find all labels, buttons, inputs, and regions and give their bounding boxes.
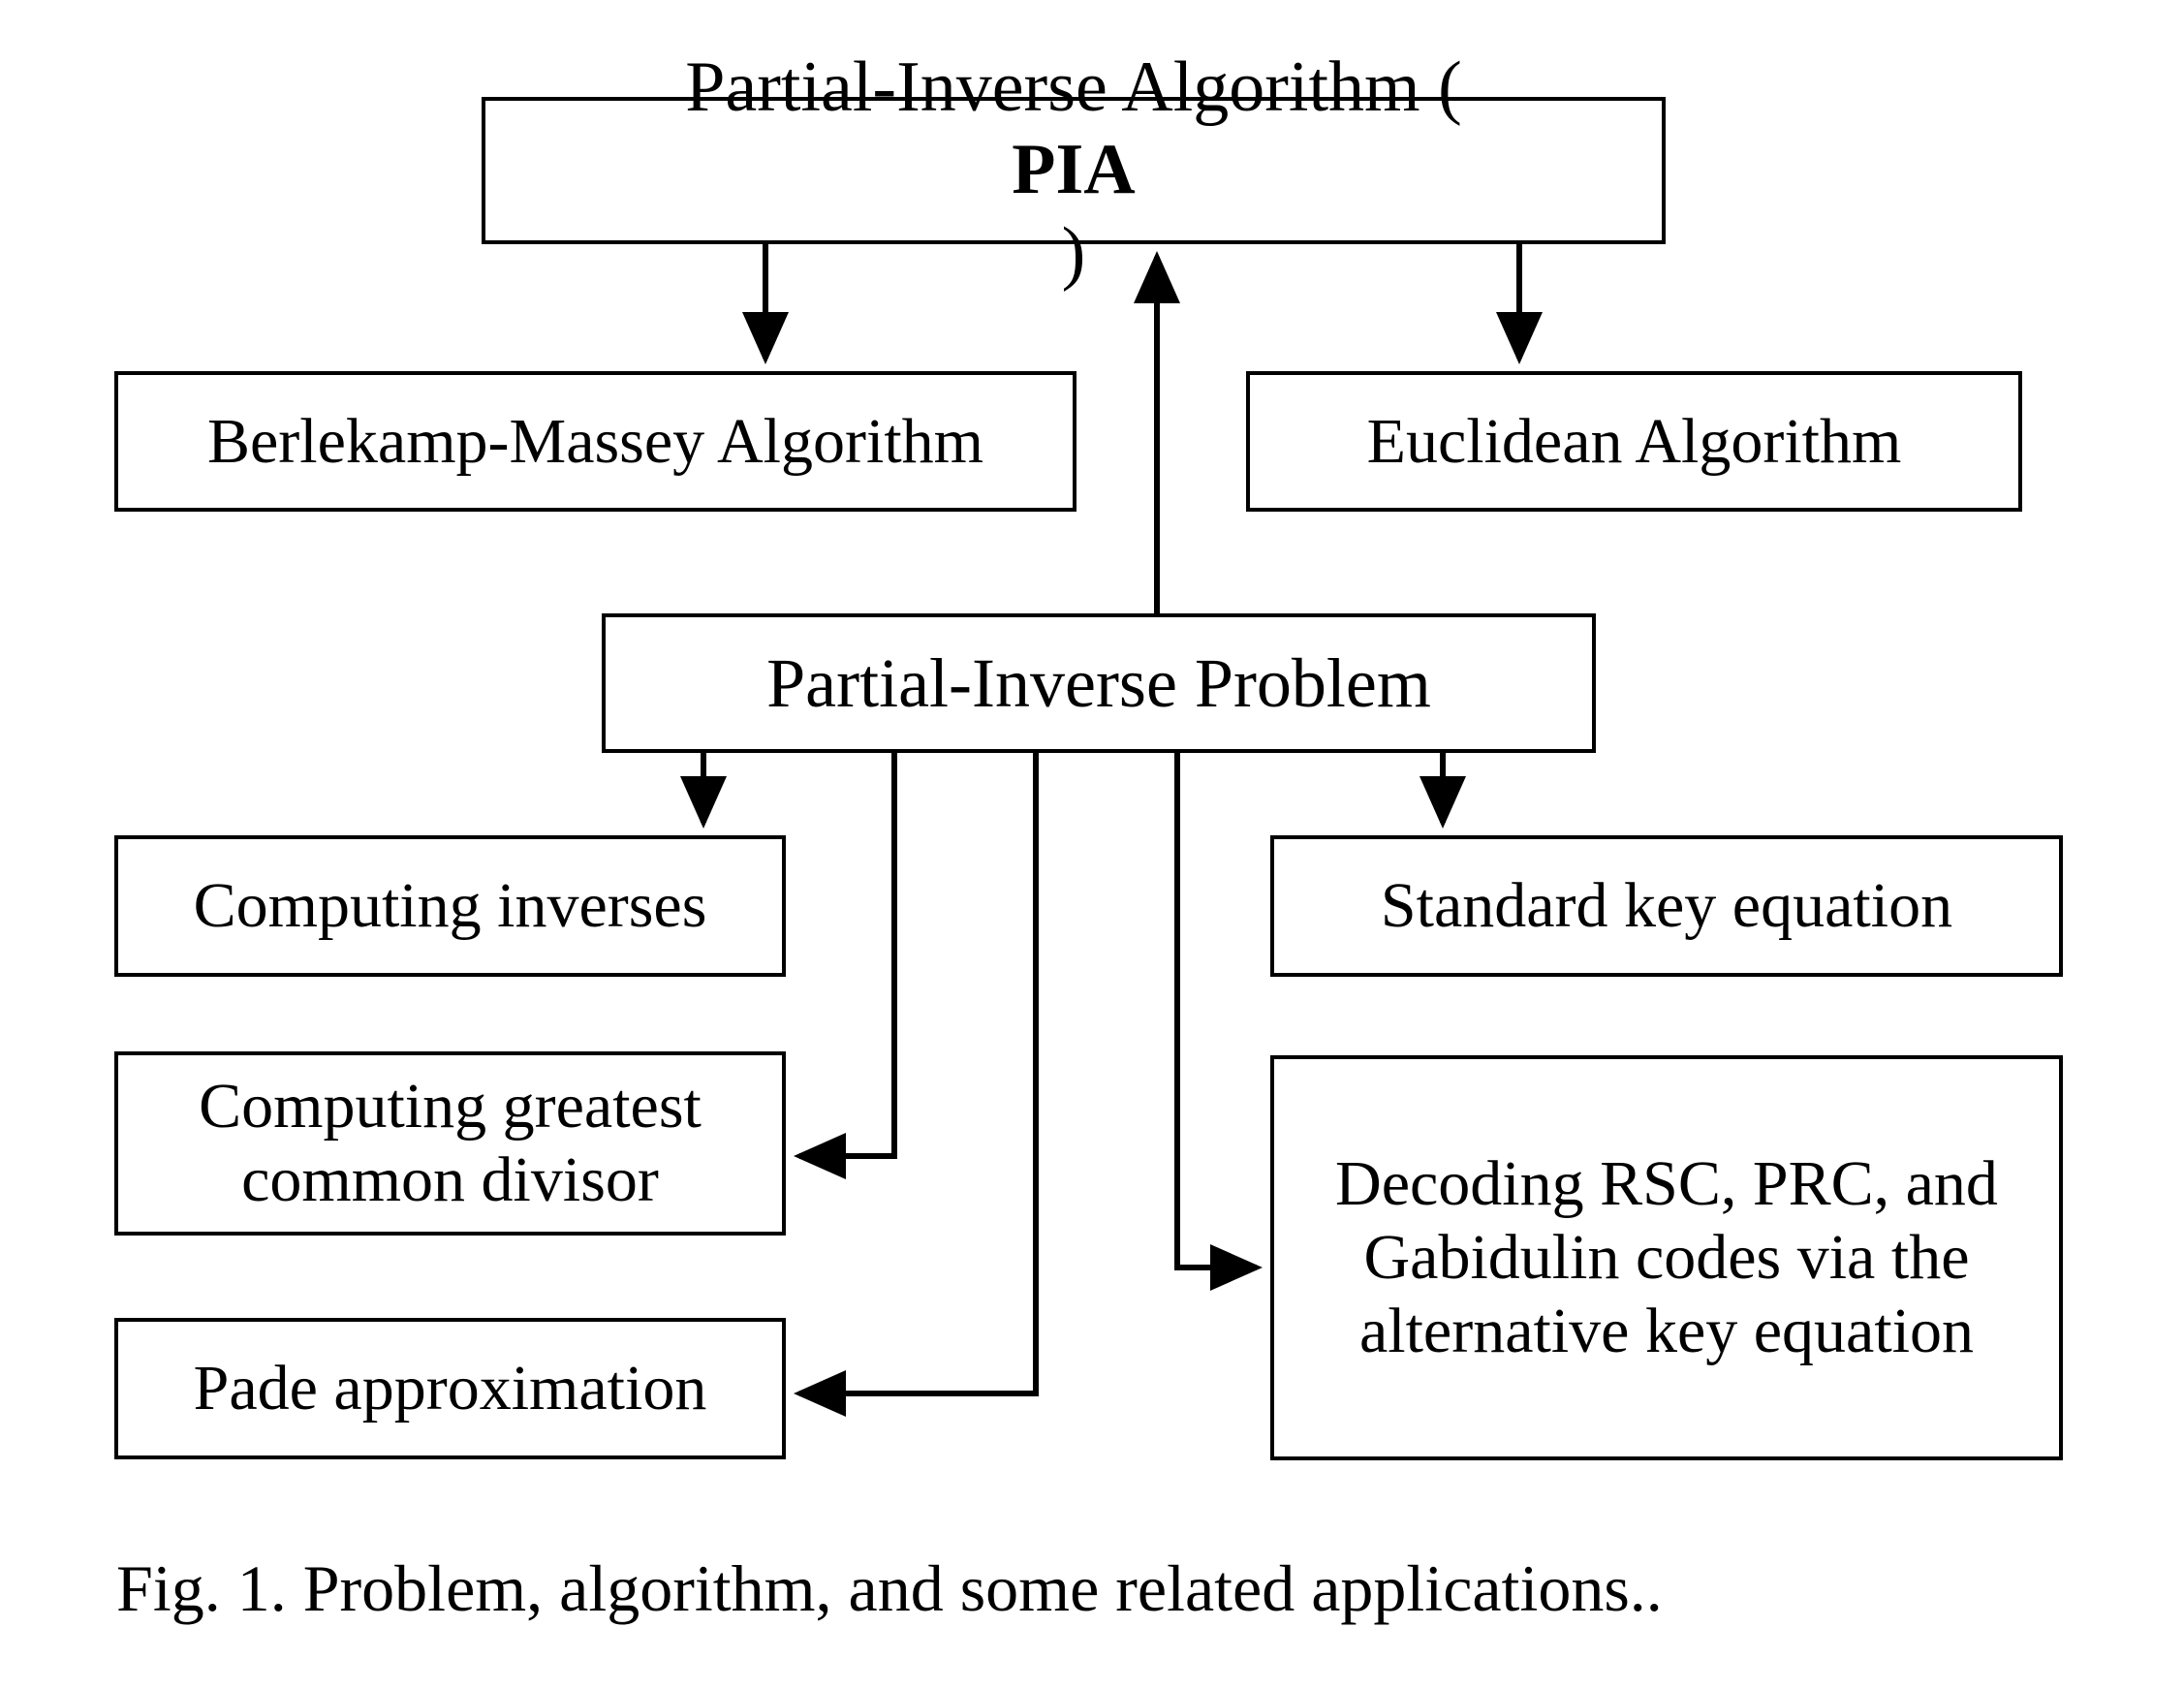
edge-problem-to-computing-gcd [799,753,894,1156]
pia-suffix: ) [1061,212,1086,293]
node-label [128,1070,772,1217]
node-berlekamp-massey-algorithm [114,371,1076,512]
gcd-line-2: common divisor [241,1144,659,1215]
node-label [495,47,1652,294]
pia-acronym: PIA [1012,130,1136,210]
node-decoding-codes [1270,1055,2063,1460]
edge-problem-to-pade [799,753,1036,1393]
decoding-line-3: alternative key equation [1358,1295,1975,1366]
pia-prefix: Partial-Inverse Algorithm ( [685,47,1462,128]
node-label: Euclidean Algorithm [1366,405,1902,477]
node-label: Berlekamp-Massey Algorithm [206,405,984,477]
node-computing-inverses [114,835,786,977]
node-pade-approximation [114,1318,786,1459]
edge-problem-to-decoding [1177,753,1257,1268]
node-partial-inverse-algorithm [482,47,1666,293]
node-label: Pade approximation [193,1353,707,1424]
node-label: Computing inverses [193,870,707,942]
decoding-line-2: Gabidulin codes via the [1363,1222,1970,1294]
node-partial-inverse-problem [602,613,1596,753]
node-euclidean-algorithm [1246,371,2022,512]
node-computing-greatest-common-divisor [114,1051,786,1236]
node-label: Standard key equation [1380,870,1953,942]
node-label [1284,1147,2049,1368]
figure-caption: Fig. 1. Problem, algorithm, and some related applications.. [116,1551,1663,1625]
decoding-line-1: Decoding RSC, PRC, and [1335,1148,1998,1220]
node-standard-key-equation [1270,835,2063,977]
gcd-line-1: Computing greatest [199,1071,702,1142]
node-label: Partial-Inverse Problem [766,643,1431,722]
